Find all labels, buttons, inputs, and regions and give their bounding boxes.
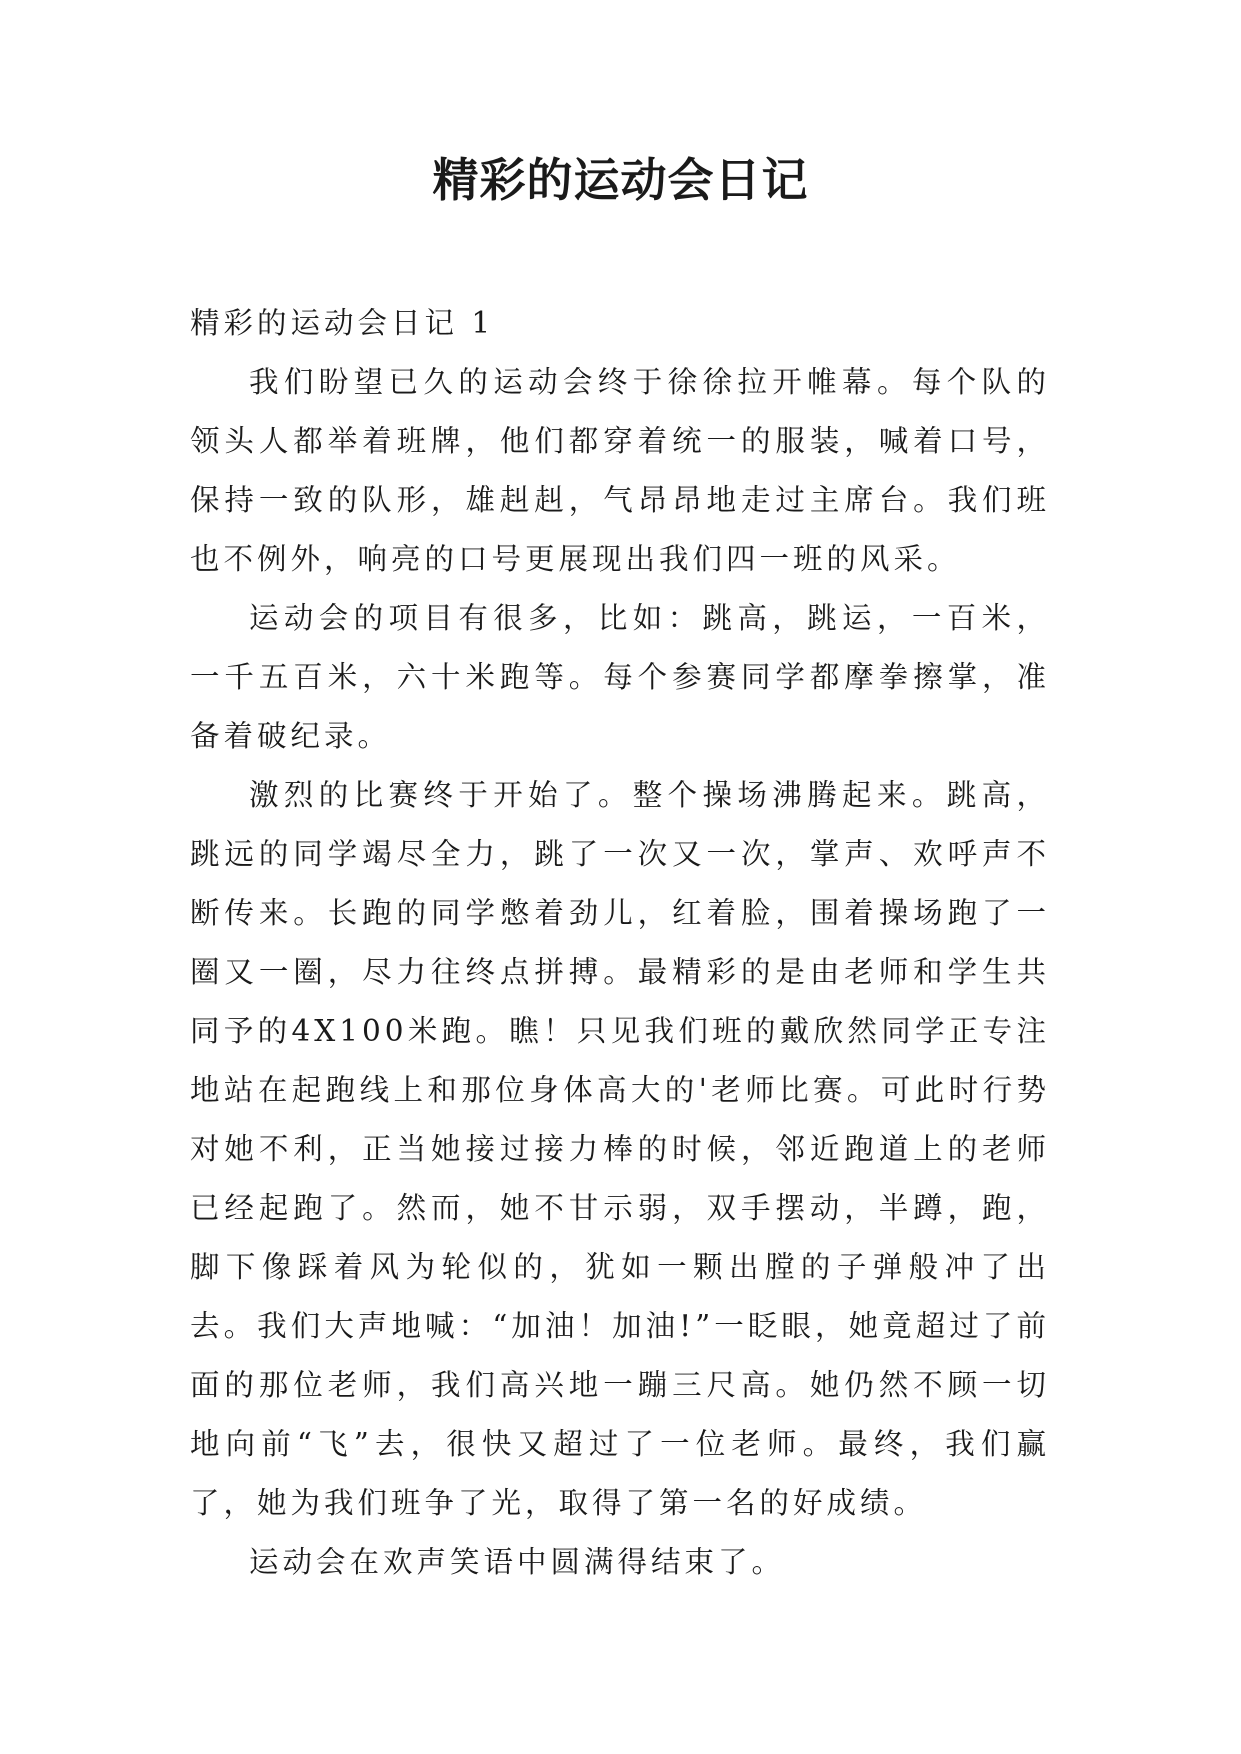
paragraph-4: 运动会在欢声笑语中圆满得结束了。 [249,1545,786,1579]
paragraph-3: 激烈的比赛终于开始了。整个操场沸腾起来。跳高，跳远的同学竭尽全力，跳了一次又一次，掌声、欢呼声不断传来。长跑的同学憋着劲儿，红着脸，围着操场跑了一圈又一圈，尽力往终点拼搏。最精彩的是由老师和学生共同予的4X100米跑。瞧！只见我们班的戴欣然同学正专注地站在起跑线上和那位身体高大的'老师比赛。可此时行势对她不利，正当她接过接力棒的时候，邻近跑道上的老师已经起跑了。然而，她不甘示弱，双手摆动，半蹲，跑，脚下像踩着风为轮似的，犹如一颗出膛的子弹般冲了出去。我们大声地喊：“加油！加油!”一眨眼，她竟超过了前面的那位老师，我们高兴地一蹦三尺高。她仍然不顾一切地向前“飞”去，很快又超过了一位老师。最终，我们赢了，她为我们班争了光，取得了第一名的好成绩。 [190,778,1050,1520]
paragraph-2: 运动会的项目有很多，比如：跳高，跳运，一百米，一千五百米，六十米跑等。每个参赛同学都摩拳擦掌，准备着破纪录。 [190,601,1050,753]
page-title: 精彩的运动会日记 [432,153,809,207]
section-heading: 精彩的运动会日记 1 [190,306,495,340]
document-body [190,294,1050,1592]
paragraph-1: 我们盼望已久的运动会终于徐徐拉开帷幕。每个队的领头人都举着班牌，他们都穿着统一的服装，喊着口号，保持一致的队形，雄赳赳，气昂昂地走过主席台。我们班也不例外，响亮的口号更展现出我们四一班的风采。 [190,365,1050,576]
